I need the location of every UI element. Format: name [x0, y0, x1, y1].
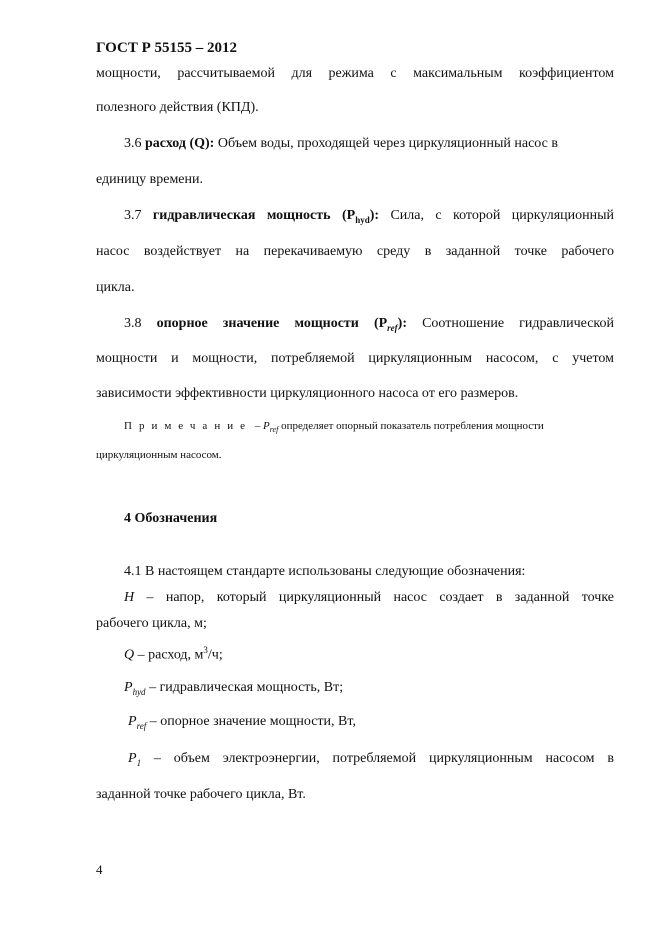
note-text: определяет опорный показатель потребления мощности: [281, 420, 544, 432]
note-line: циркуляционным насосом.: [96, 449, 222, 461]
term-number: 3.7: [124, 208, 142, 223]
note: Примечание – $P_{ref}$ определяет опорный показатель потребления мощности: [124, 420, 544, 435]
symbol: $P_1$: [128, 751, 142, 768]
definition-phyd: $P_{hyd}$ – гидравлическая мощность, Вт;: [124, 680, 344, 697]
term-number: 3.8: [124, 316, 142, 331]
paragraph-line: рабочего цикла, м;: [96, 616, 207, 631]
definition-h: H – напор, который циркуляционный насос создает в заданной точке: [124, 590, 615, 605]
term-3-7: [124, 208, 614, 225]
term-definition: Объем воды, проходящей через циркуляционный насос в: [217, 136, 558, 151]
paragraph-line: единицу времени.: [96, 172, 204, 187]
section-heading: 4 Обозначения: [124, 511, 218, 526]
paragraph-line: полезного действия (КПД).: [96, 100, 259, 115]
paragraph-line: 4.1 В настоящем стандарте использованы следующие обозначения:: [124, 564, 526, 579]
paragraph-line: зависимости эффективности циркуляционного насоса от его размеров.: [96, 386, 519, 401]
term-definition: Соотношение гидравлической: [422, 316, 615, 331]
term-number: 3.6: [124, 136, 142, 151]
term-title: расход (Q):: [145, 136, 215, 151]
definition-q: Q – расход, $м^3/ч$;: [124, 645, 223, 663]
page-number: 4: [96, 862, 103, 877]
paragraph-line: заданной точке рабочего цикла, Вт.: [96, 787, 306, 802]
symbol: $P_{hyd}$: [124, 680, 146, 697]
term-definition: Сила, с которой циркуляционный: [390, 208, 614, 223]
paragraph-line: цикла.: [96, 280, 135, 295]
paragraph-line: мощности, рассчитываемой для режима с максимальным коэффициентом: [96, 66, 614, 81]
paragraph-line: мощности и мощности, потребляемой циркуляционным насосом, с учетом: [96, 351, 614, 366]
symbol: $P_{ref}$: [128, 714, 147, 731]
note-symbol: $P_{ref}$: [262, 420, 279, 435]
definition-pref: $P_{ref}$ – опорное значение мощности, Вт,: [128, 714, 356, 731]
term-title: гидравлическая мощность $(P_{hyd})$:: [152, 208, 380, 225]
symbol: Q: [124, 647, 135, 663]
document-header: ГОСТ Р 55155 – 2012: [96, 40, 238, 56]
note-label: Примечание: [124, 420, 252, 432]
paragraph-line: насос воздействует на перекачиваемую среду в заданной точке рабочего: [96, 244, 614, 259]
symbol: H: [124, 590, 135, 605]
term-3-8: [124, 316, 614, 333]
term-3-6: [124, 136, 614, 152]
term-title: опорное значение мощности $(P_{ref})$:: [156, 316, 407, 333]
definition-p1: $P_1$ – объем электроэнергии, потребляемой циркуляционным насосом в: [128, 751, 614, 768]
